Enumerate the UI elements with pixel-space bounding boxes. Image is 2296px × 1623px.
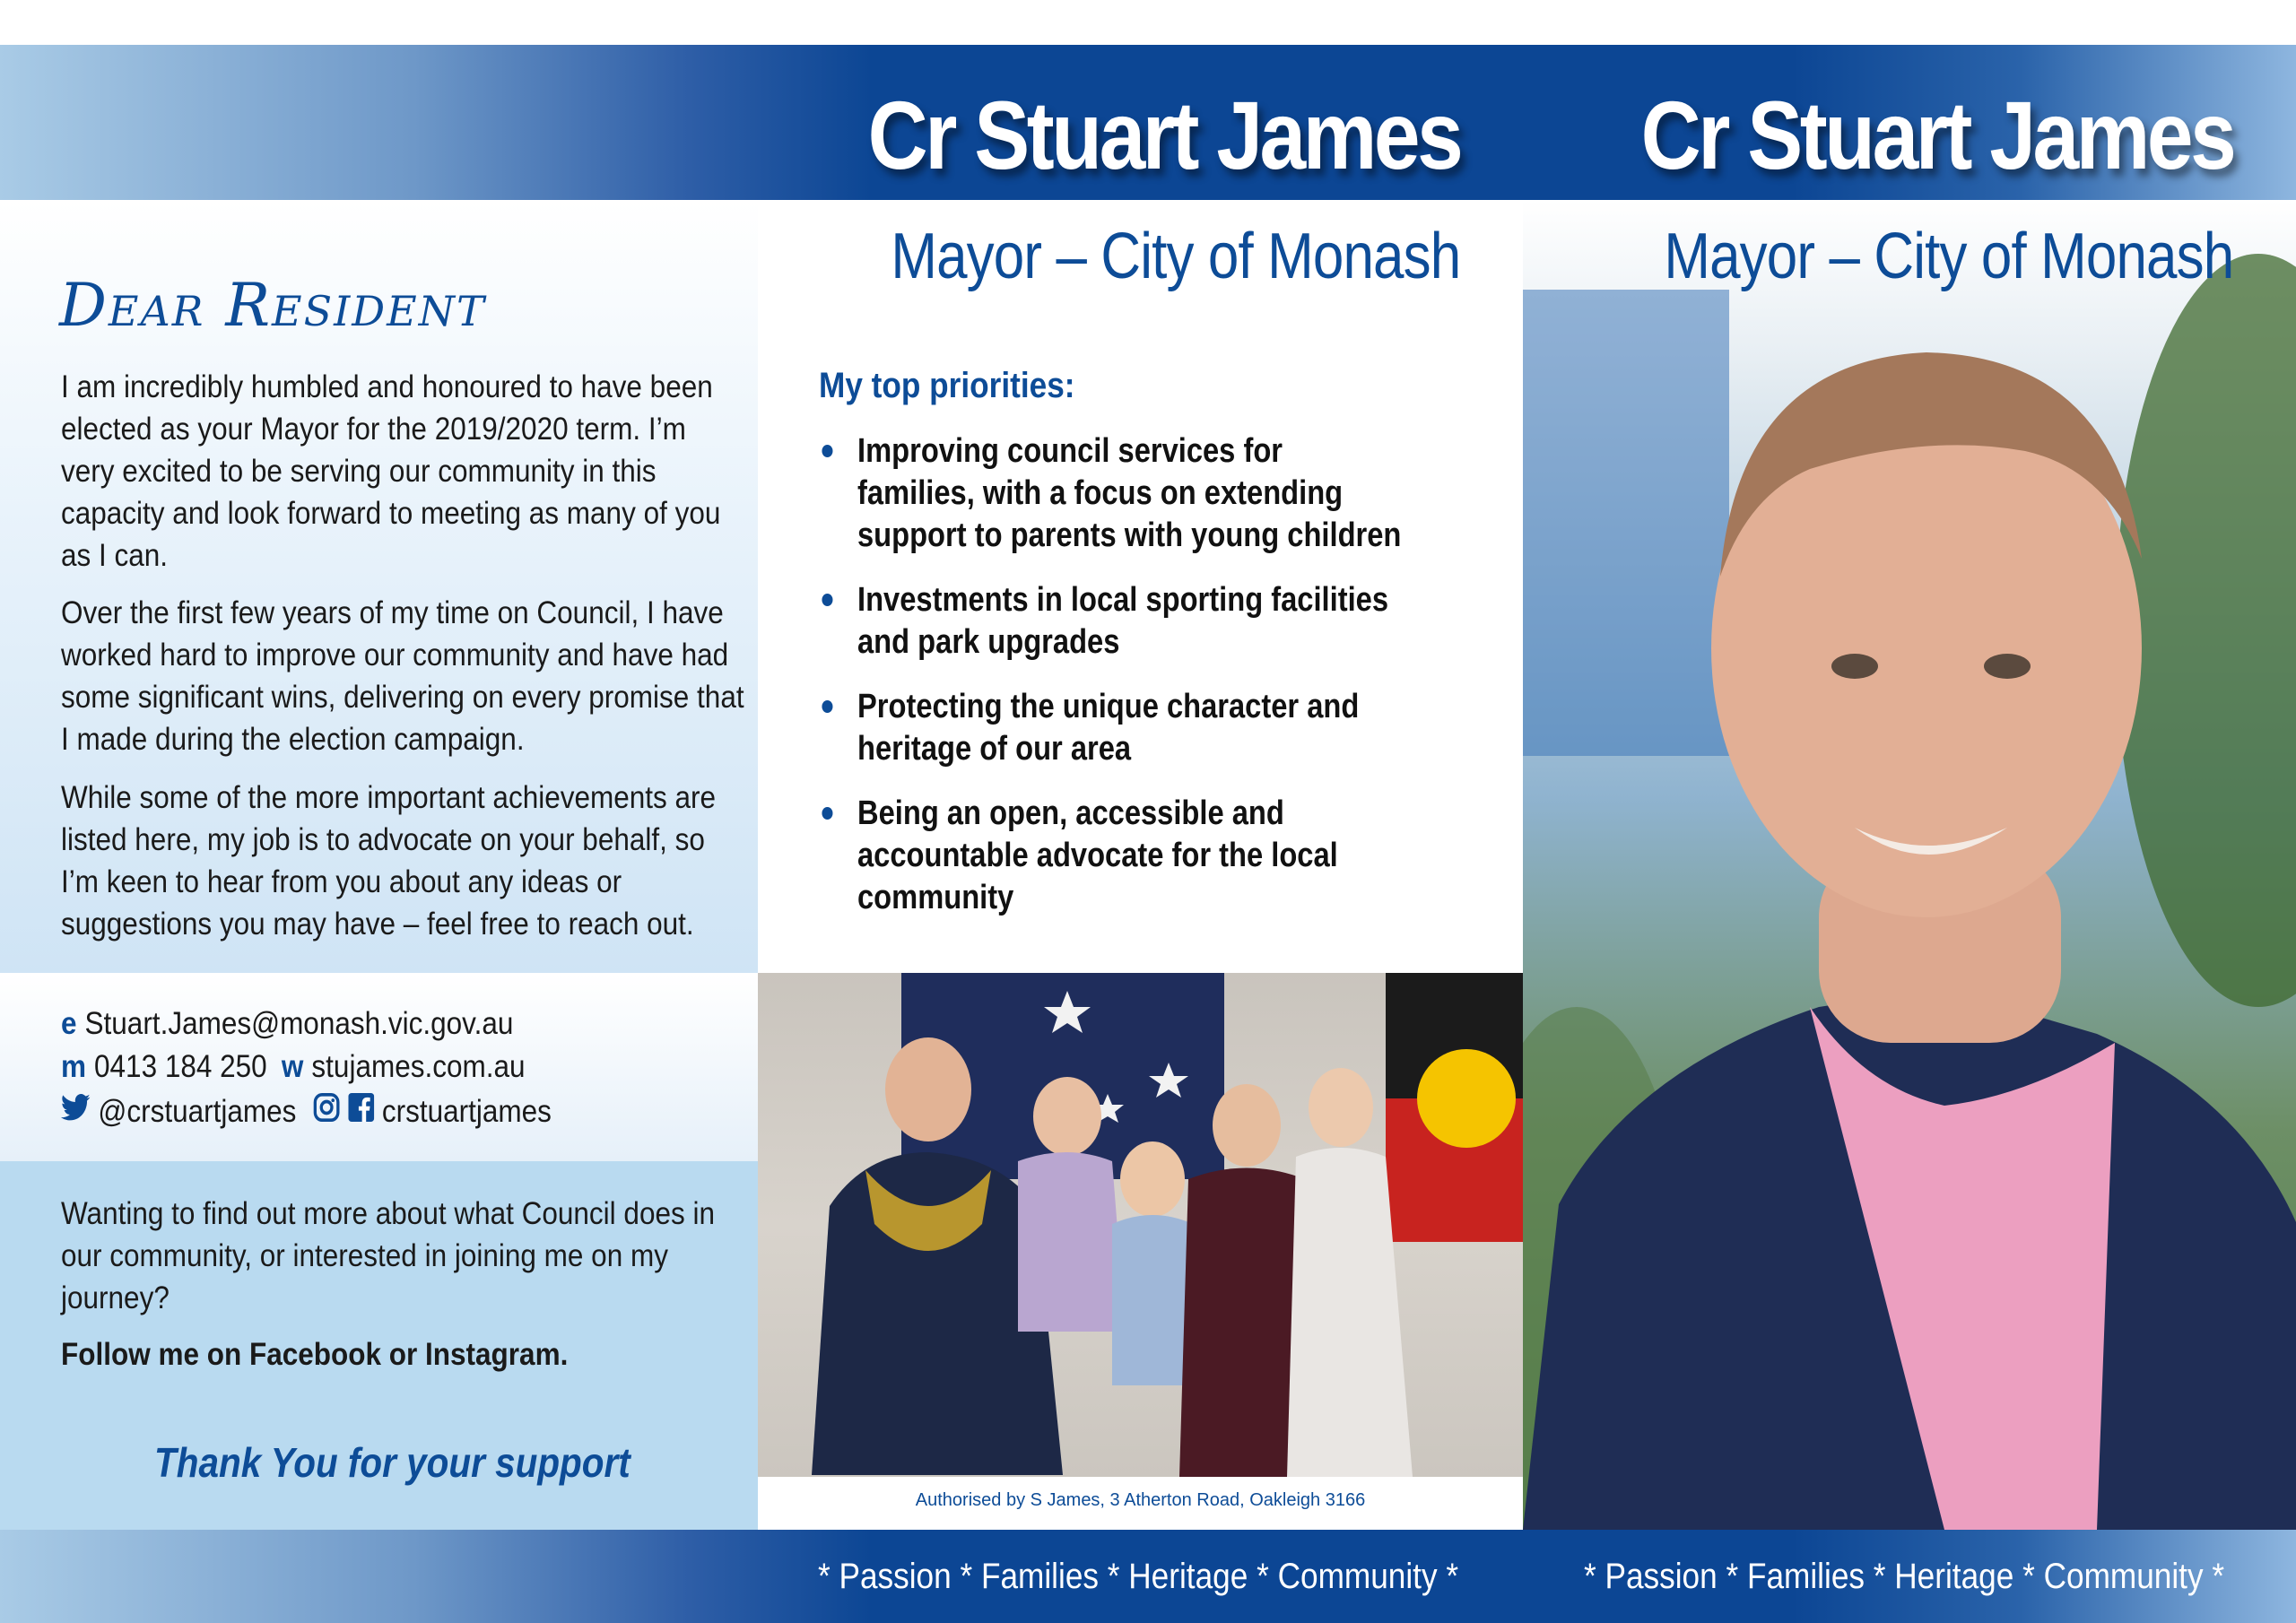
priority-text: Investments in local sporting facilities and park upgrades <box>857 581 1389 661</box>
twitter-handle[interactable]: @crstuartjames <box>98 1093 297 1129</box>
email-label: e <box>61 1006 77 1041</box>
priority-item <box>819 793 1405 919</box>
priority-text: Improving council services for families, with a focus on extending support to parents with young children <box>857 432 1402 554</box>
mobile-label: m <box>61 1049 87 1084</box>
instagram-icon[interactable] <box>312 1092 340 1131</box>
values-tagline: * Passion * Families * Heritage * Community * <box>818 1557 1459 1596</box>
mayor-subtitle-cover: Mayor – City of Monash <box>1664 221 2233 292</box>
social-handle[interactable]: crstuartjames <box>381 1093 552 1129</box>
website-link[interactable]: stujames.com.au <box>311 1049 526 1084</box>
twitter-icon[interactable] <box>61 1093 90 1130</box>
candidate-name-title-cover: Cr Stuart James <box>1640 81 2233 189</box>
mayor-subtitle: Mayor – City of Monash <box>891 221 1460 292</box>
priority-text: Being an open, accessible and accountable advocate for the local community <box>857 794 1338 916</box>
candidate-name-title: Cr Stuart James <box>867 81 1460 189</box>
bullet-icon <box>822 445 832 457</box>
candidate-portrait <box>1523 200 2296 1530</box>
priorities-heading: My top priorities: <box>819 366 1075 405</box>
bullet-icon <box>822 700 832 713</box>
priority-item <box>819 430 1405 557</box>
call-to-action-text: Wanting to find out more about what Council does in our community, or interested in joining me on my journey? <box>61 1196 716 1315</box>
letter-paragraph-3: While some of the more important achievements are listed here, my job is to advocate on your behalf, so I’m keen to hear from you about any ideas or suggestions you may have – feel free to reach out. <box>61 780 717 942</box>
priority-item <box>819 686 1405 770</box>
thank-you-message: Thank You for your support <box>154 1439 631 1486</box>
web-label: w <box>281 1049 304 1084</box>
priorities-list <box>819 430 1405 942</box>
contact-phone-web-line <box>61 1049 526 1085</box>
contact-social-line <box>61 1092 552 1131</box>
bullet-icon <box>822 594 832 606</box>
letter-greeting: Dear Resident <box>59 271 486 340</box>
priority-text: Protecting the unique character and heritage of our area <box>857 688 1360 768</box>
facebook-icon[interactable] <box>348 1093 374 1130</box>
follow-prompt: Follow me on Facebook or Instagram. <box>61 1337 569 1372</box>
email-link[interactable]: Stuart.James@monash.vic.gov.au <box>84 1006 514 1041</box>
bullet-icon <box>822 807 832 820</box>
letter-paragraph-2: Over the first few years of my time on Council, I have worked hard to improve our community and have had some significant wins, delivering on every promise that I made during the election campaign. <box>61 595 744 757</box>
mobile-number[interactable]: 0413 184 250 <box>94 1049 267 1084</box>
values-tagline-cover: * Passion * Families * Heritage * Community * <box>1584 1557 2225 1596</box>
letter-paragraph-1: I am incredibly humbled and honoured to have been elected as your Mayor for the 2019/2020 term. I’m very excited to be serving our community in this capacity and look forward to meeting as many of you as I can. <box>61 369 721 573</box>
family-photo <box>758 973 1523 1477</box>
authorisation-notice: Authorised by S James, 3 Atherton Road, Oakleigh 3166 <box>915 1490 1366 1510</box>
priority-item <box>819 579 1405 664</box>
contact-email-line <box>61 1006 513 1042</box>
